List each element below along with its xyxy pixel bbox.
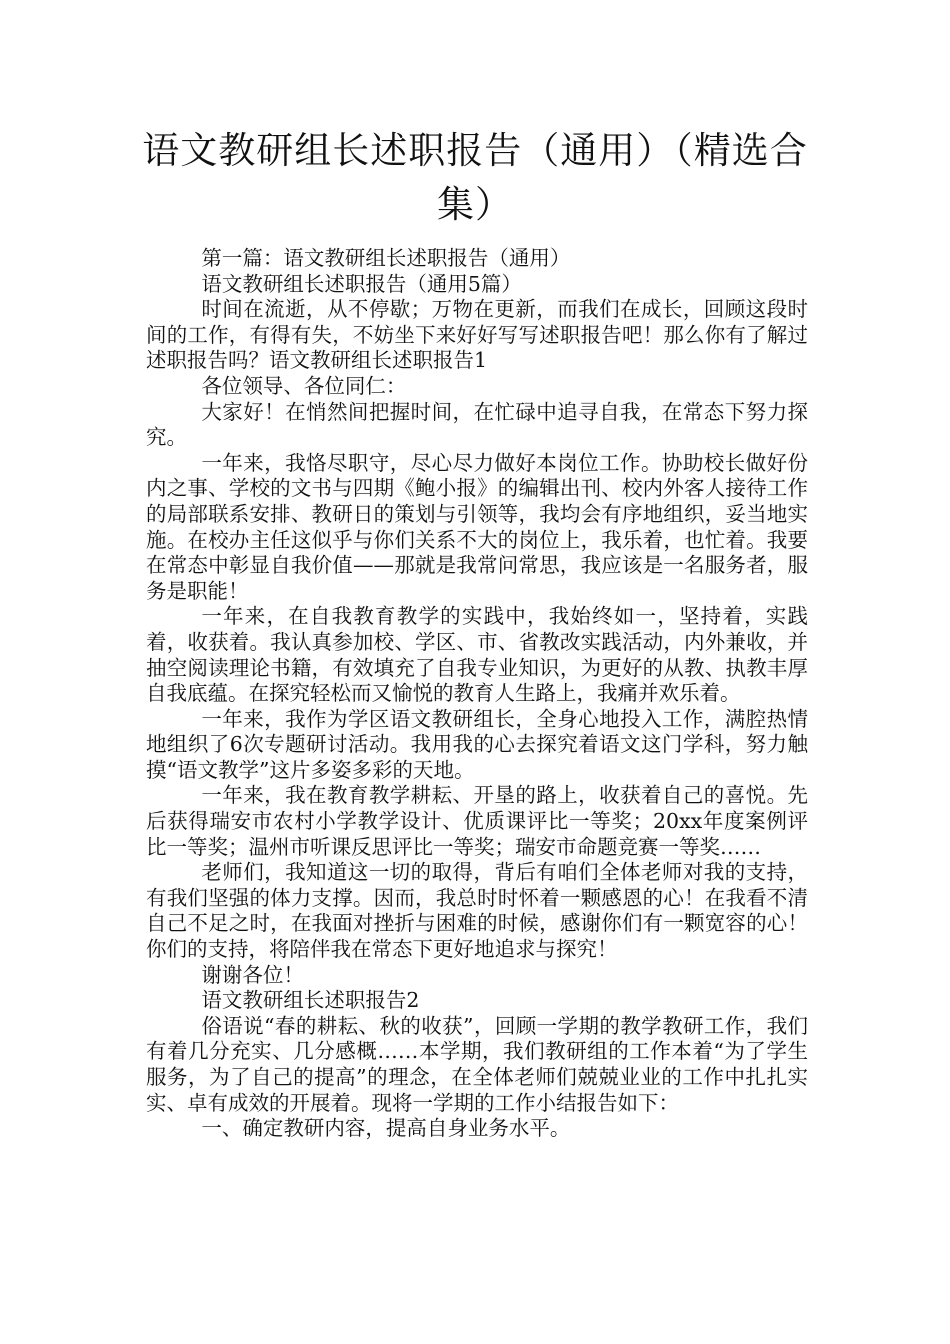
- paragraph: 时间在流逝，从不停歇；万物在更新，而我们在成长，回顾这段时间的工作，有得有失，不妨坐下来好好写写述职报告吧！那么你有了解过述职报告吗？语文教研组长述职报告1: [146, 297, 808, 373]
- document-title: 语文教研组长述职报告（通用）（精选合集）: [142, 129, 808, 226]
- paragraph: 语文教研组长述职报告2: [201, 988, 420, 1013]
- paragraph: 俗语说“春的耕耘、秋的收获”，回顾一学期的教学教研工作，我们有着几分充实、几分感概……本学期，我们教研组的工作本着“为了学生服务，为了自己的提高”的理念，在全体老师们兢兢业业的工作中扎扎实实、卓有成效的开展着。现将一学期的工作小结报告如下：: [146, 1013, 808, 1115]
- paragraph: 大家好！在悄然间把握时间，在忙碌中追寻自我，在常态下努力探究。: [146, 399, 808, 450]
- paragraph: 一年来，我作为学区语文教研组长，全身心地投入工作，满腔热情地组织了6次专题研讨活动。我用我的心去探究着语文这门学科，努力触摸“语文教学”这片多姿多彩的天地。: [146, 706, 808, 782]
- paragraph: 一年来，在自我教育教学的实践中，我始终如一，坚持着，实践着，收获着。我认真参加校、学区、市、省教改实践活动，内外兼收，并抽空阅读理论书籍，有效填充了自我专业知识，为更好的从教、执教丰厚自我底蕴。在探究轻松而又愉悦的教育人生路上，我痛并欢乐着。: [146, 604, 808, 706]
- paragraph: 语文教研组长述职报告（通用5篇）: [201, 271, 522, 296]
- paragraph: 各位领导、各位同仁：: [201, 373, 407, 398]
- paragraph: 一年来，我恪尽职守，尽心尽力做好本岗位工作。协助校长做好份内之事、学校的文书与四期《鲍小报》的编辑出刊、校内外客人接待工作的局部联系安排、教研日的策划与引领等，我均会有序地组织，妥当地实施。在校办主任这似乎与你们关系不大的岗位上，我乐着，也忙着。我要在常态中彰显自我价值——那就是我常问常思，我应该是一名服务者，服务是职能！: [146, 450, 808, 603]
- document-body: [146, 246, 808, 1142]
- paragraph: 第一篇：语文教研组长述职报告（通用）: [201, 246, 571, 270]
- paragraph: 老师们，我知道这一切的取得，背后有咱们全体老师对我的支持，有我们坚强的体力支撑。因而，我总时时怀着一颗感恩的心！在我看不清自己不足之时，在我面对挫折与困难的时候，感谢你们有一颗宽容的心！你们的支持，将陪伴我在常态下更好地追求与探究！: [146, 860, 808, 962]
- paragraph: 谢谢各位！: [201, 962, 304, 987]
- paragraph: 一、确定教研内容，提高自身业务水平。: [201, 1116, 571, 1141]
- paragraph: 一年来，我在教育教学耕耘、开垦的路上，收获着自己的喜悦。先后获得瑞安市农村小学教学设计、优质课评比一等奖；20xx年度案例评比一等奖；温州市听课反思评比一等奖；瑞安市命题竞赛一等奖……: [146, 783, 808, 859]
